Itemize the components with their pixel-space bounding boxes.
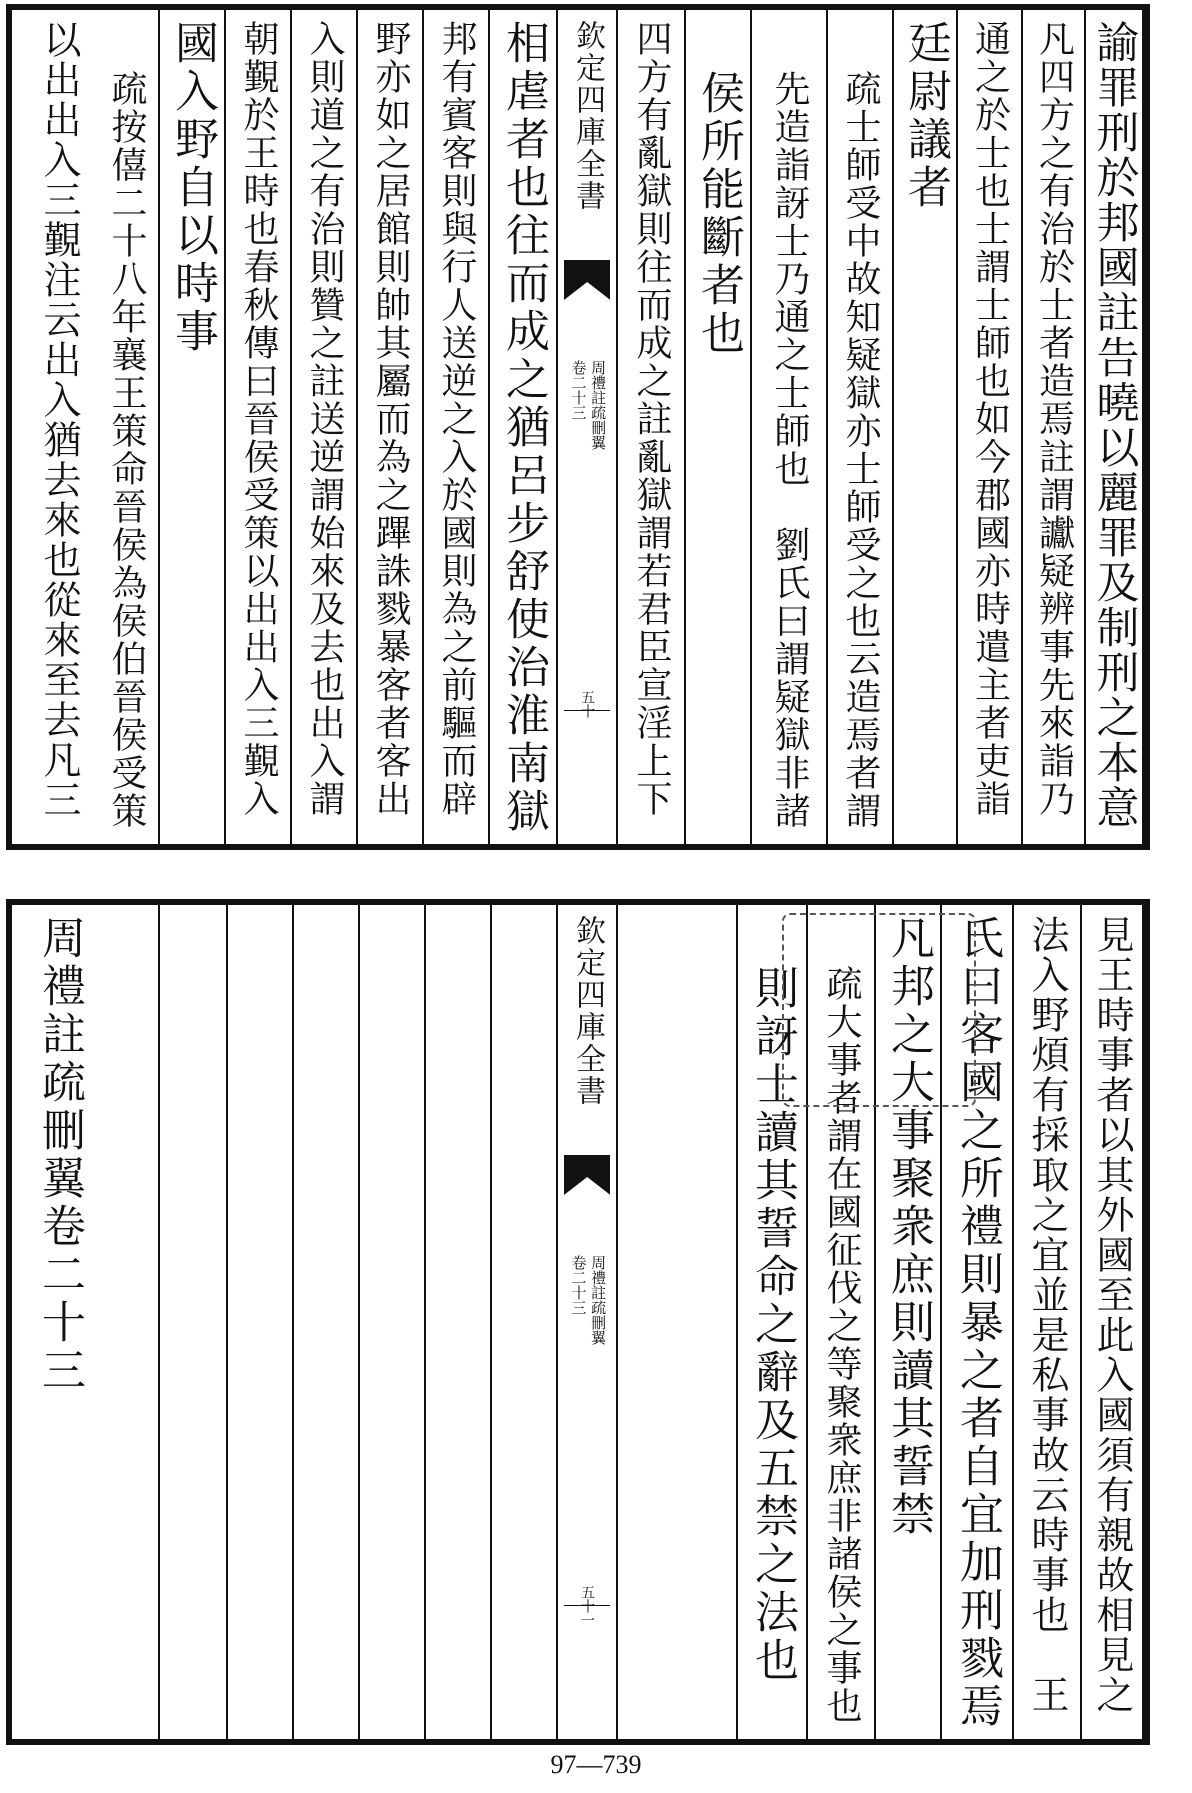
header-volume: 卷二十三	[569, 360, 588, 420]
center-gutter	[558, 905, 618, 1739]
column-text: 相虐者也往而成之猶呂步舒使治淮南獄	[498, 20, 549, 836]
text-column	[490, 10, 558, 844]
column-text: 法入野煩有採取之宜並是私事故云時事也 王	[1025, 915, 1069, 1715]
text-column	[1082, 905, 1144, 1739]
column-text: 朝覲於王時也春秋傳曰晉侯受策以出出入三覲入	[238, 20, 279, 818]
text-column	[686, 10, 752, 844]
header-volume: 卷二十三	[569, 1255, 588, 1315]
column-text: 通之於士也士謂士師也如今郡國亦時遣主者吏詣	[969, 20, 1011, 818]
text-column	[1023, 10, 1086, 844]
bottom-page	[6, 899, 1150, 1745]
column-text: 邦有賓客則與行人送逆之入於國則為之前驅而辟	[436, 20, 477, 818]
column-text: 入則道之有治則贊之註送逆謂始來及去也出入謂	[304, 20, 345, 818]
text-column	[618, 10, 686, 844]
empty-column	[360, 905, 426, 1739]
column-text: 四方有亂獄則往而成之註亂獄謂若君臣宣淫上下	[631, 20, 672, 818]
text-column	[94, 10, 160, 844]
empty-column	[426, 905, 492, 1739]
fish-tail-ornament	[564, 1155, 610, 1195]
top-page	[6, 4, 1150, 850]
text-column	[24, 10, 94, 844]
header-page: 五十一	[579, 1585, 595, 1627]
text-column	[292, 10, 358, 844]
column-text: 凡四方之有治於士者造焉註謂讞疑辨事先來詣乃	[1033, 20, 1075, 818]
empty-column	[160, 905, 228, 1739]
column-text: 見王時事者以其外國至此入國須有親故相見之	[1090, 915, 1134, 1715]
empty-column	[672, 905, 738, 1739]
empty-column	[492, 905, 558, 1739]
empty-column	[294, 905, 360, 1739]
text-column	[828, 10, 894, 844]
header-page: 五十	[579, 690, 595, 718]
column-text: 先造詣訝士乃通之士師也 劉氏曰謂疑獄非諸	[769, 70, 810, 830]
text-column	[358, 10, 424, 844]
text-column	[1086, 10, 1144, 844]
text-column	[424, 10, 490, 844]
column-text: 諭罪刑於邦國註告曉以麗罪及制刑之本意	[1089, 20, 1140, 830]
empty-column	[228, 905, 294, 1739]
text-column	[894, 10, 958, 844]
text-column	[160, 10, 226, 844]
column-text: 疏按僖二十八年襄王策命晉侯為侯伯晉侯受策	[106, 70, 147, 830]
column-text: 國入野自以時事	[167, 20, 218, 356]
center-gutter	[558, 10, 618, 844]
page-number: 97—739	[550, 1750, 642, 1779]
text-column	[226, 10, 292, 844]
text-column	[752, 10, 828, 844]
column-text: 野亦如之居館則帥其屬而為之蹕誅戮暴客者客出	[370, 20, 411, 818]
column-text: 侯所能斷者也	[693, 70, 744, 358]
column-text: 廷尉議者	[900, 20, 951, 212]
text-column	[958, 10, 1023, 844]
column-text: 疏大事者謂在國征伐之等聚衆庶非諸侯之事也	[821, 965, 862, 1725]
column-text: 以出出入三覲注云出入猶去來也從來至去凡三	[37, 20, 81, 820]
header-book: 周禮註疏刪翼	[589, 1255, 608, 1345]
column-text: 凡邦之大事聚衆庶則讀其誓禁	[883, 915, 934, 1539]
volume-end-title: 周禮註疏刪翼卷二十三	[34, 915, 85, 1395]
fish-tail-ornament	[564, 260, 610, 300]
column-text: 氏曰客國之所禮則暴之者自宜加刑戮焉	[952, 915, 1003, 1731]
text-column	[24, 905, 94, 1739]
text-column	[1014, 905, 1082, 1739]
seal-stamp	[782, 913, 976, 1107]
column-text: 則訝士讀其誓命之辭及五禁之法也	[747, 965, 798, 1685]
header-title: 欽定四庫全書	[570, 20, 605, 212]
column-text: 疏士師受中故知疑獄亦士師受之也云造焉者謂	[840, 70, 881, 830]
header-title: 欽定四庫全書	[570, 915, 605, 1107]
header-book: 周禮註疏刪翼	[589, 360, 608, 450]
empty-column	[94, 905, 160, 1739]
